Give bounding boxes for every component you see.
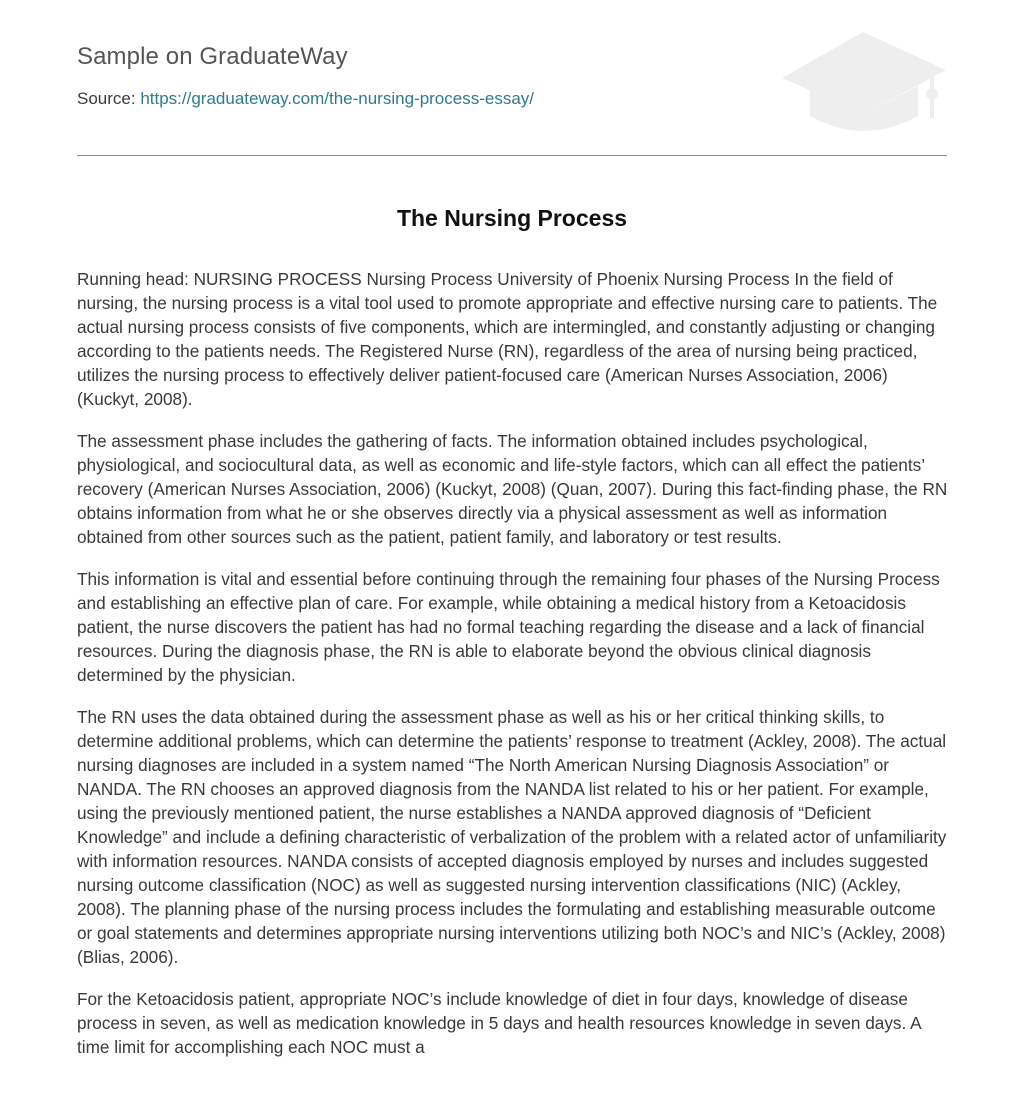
source-line bbox=[77, 89, 534, 109]
source-label: Source: bbox=[77, 89, 141, 108]
essay-paragraph: This information is vital and essential before continuing through the remaining four phases of the Nursing Process and establishing an effective plan of care. For example, while obtaining a medical history from a Ketoacidosis patient, the nurse discovers the patient has had no formal teaching regarding the disease and a lack of financial resources. During the diagnosis phase, the RN is able to elaborate beyond the obvious clinical diagnosis determined by the physician. bbox=[77, 569, 940, 685]
site-name: Sample on GraduateWay bbox=[77, 43, 348, 70]
source-link[interactable]: https://graduateway.com/the-nursing-process-essay/ bbox=[140, 89, 535, 108]
page-header bbox=[77, 0, 947, 156]
graduation-cap-icon bbox=[780, 28, 950, 136]
essay-paragraph: Running head: NURSING PROCESS Nursing Process University of Phoenix Nursing Process In the field of nursing, the nursing process is a vital tool used to promote appropriate and effective nursing care to patients. The actual nursing process consists of five components, which are intermingled, and constantly adjusting or changing according to the patients needs. The Registered Nurse (RN), regardless of the area of nursing being practiced, utilizes the nursing process to effectively deliver patient-focused care (American Nurses Association, 2006) (Kuckyt, 2008). bbox=[77, 269, 938, 409]
essay-title: The Nursing Process bbox=[396, 205, 628, 231]
essay-paragraph: For the Ketoacidosis patient, appropriate NOC’s include knowledge of diet in four days, knowledge of disease process in seven, as well as medication knowledge in 5 days and health resources knowledge in seven days. A time limit for accomplishing each NOC must a bbox=[77, 989, 921, 1057]
header-divider bbox=[77, 155, 947, 156]
essay-paragraph: The RN uses the data obtained during the assessment phase as well as his or her critical thinking skills, to determine additional problems, which can determine the patients’ response to treatment (Ackley, 2008). The actual nursing diagnoses are included in a system named “The North American Nursing Diagnosis Association” or NANDA. The RN chooses an approved diagnosis from the NANDA list related to his or her patient. For example, using the previously mentioned patient, the nurse establishes a NANDA approved diagnosis of “Deficient Knowledge” and include a defining characteristic of verbalization of the problem with a related actor of unfamiliarity with information resources. NANDA consists of accepted diagnosis employed by nurses and includes suggested nursing outcome classification (NOC) as well as suggested nursing intervention classifications (NIC) (Ackley, 2008). The planning phase of the nursing process includes the formulating and establishing measurable outcome or goal statements and determines appropriate nursing interventions utilizing both NOC’s and NIC’s (Ackley, 2008) (Blias, 2006). bbox=[77, 707, 947, 967]
essay-paragraph: The assessment phase includes the gathering of facts. The information obtained includes psychological, physiological, and sociocultural data, as well as economic and life-style factors, which can all effect the patients’ recovery (American Nurses Association, 2006) (Kuckyt, 2008) (Quan, 2007). During this fact-finding phase, the RN obtains information from what he or she observes directly via a physical assessment as well as information obtained from other sources such as the patient, patient family, and laboratory or test results. bbox=[77, 431, 948, 547]
essay-body bbox=[77, 267, 949, 1077]
